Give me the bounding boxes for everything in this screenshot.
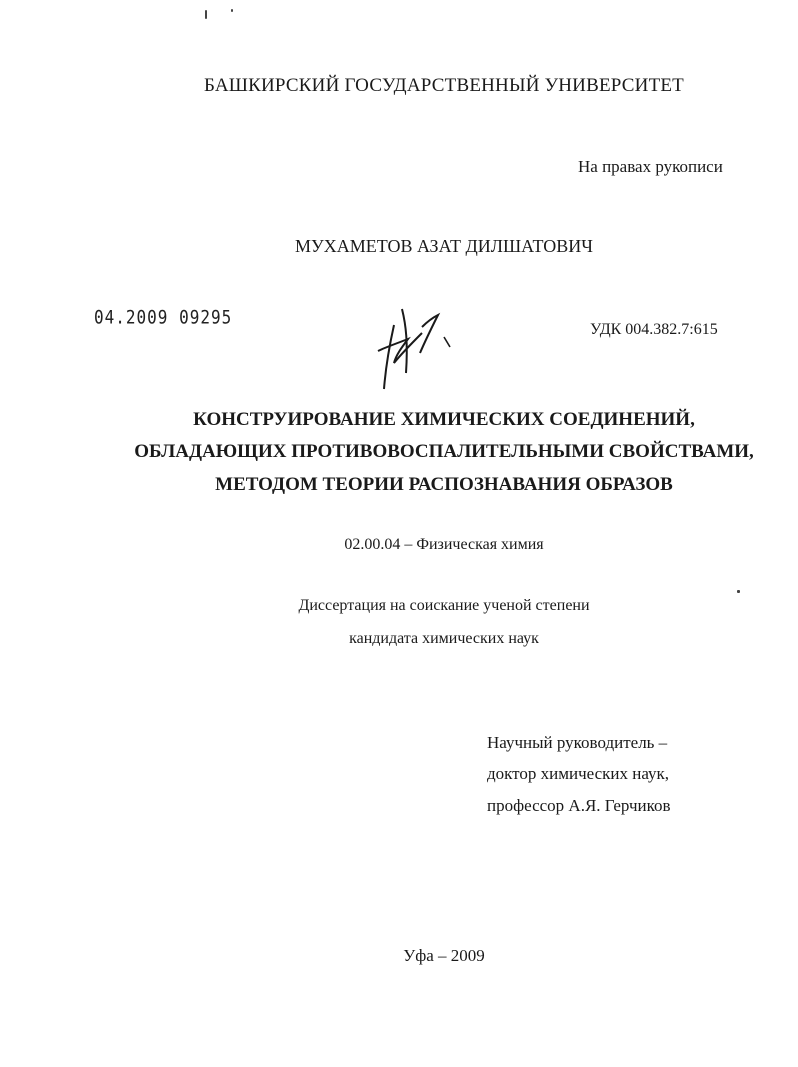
- author-name: МУХАМЕТОВ АЗАТ ДИЛШАТОВИЧ: [294, 236, 593, 256]
- signature: [372, 303, 462, 395]
- archive-stamp-number: 04.2009 09295: [94, 306, 233, 328]
- thesis-title-line-2: ОБЛАДАЮЩИХ ПРОТИВОВОСПАЛИТЕЛЬНЫМИ СВОЙСТВАМИ,: [134, 441, 754, 462]
- scan-speck: [737, 590, 740, 593]
- scan-speck: [231, 9, 233, 12]
- manuscript-note: На правах рукописи: [578, 157, 723, 176]
- city-year: Уфа – 2009: [403, 946, 485, 965]
- specialty: 02.00.04 – Физическая химия: [344, 536, 544, 553]
- degree-line-2: кандидата химических наук: [349, 630, 539, 647]
- degree-line-1: Диссертация на соискание ученой степени: [298, 597, 590, 614]
- university-name: БАШКИРСКИЙ ГОСУДАРСТВЕННЫЙ УНИВЕРСИТЕТ: [203, 75, 684, 96]
- supervisor-line-1: Научный руководитель –: [487, 733, 668, 752]
- supervisor-line-2: доктор химических наук,: [487, 764, 670, 783]
- scan-speck: [205, 10, 207, 19]
- supervisor-line-3: профессор А.Я. Герчиков: [487, 796, 671, 815]
- thesis-title-line-3: МЕТОДОМ ТЕОРИИ РАСПОЗНАВАНИЯ ОБРАЗОВ: [215, 474, 673, 495]
- thesis-title-line-1: КОНСТРУИРОВАНИЕ ХИМИЧЕСКИХ СОЕДИНЕНИЙ,: [193, 409, 695, 430]
- udk-code: УДК 004.382.7:615: [590, 321, 718, 338]
